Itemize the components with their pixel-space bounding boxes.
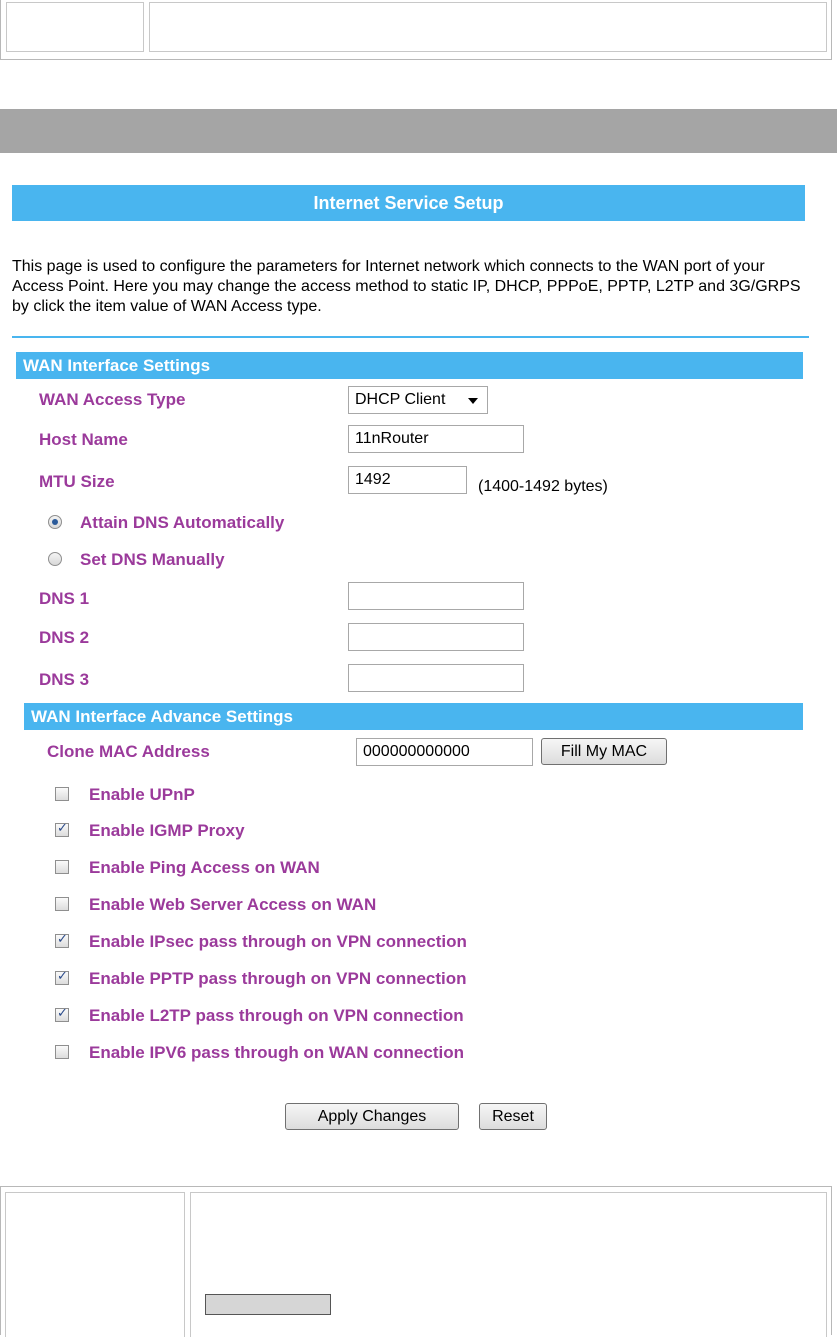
dns3-input[interactable]: [348, 664, 524, 692]
dns-auto-radio[interactable]: [48, 515, 62, 529]
checkbox-pptp-passthrough[interactable]: [55, 971, 69, 985]
dns1-input[interactable]: [348, 582, 524, 610]
host-name-label: Host Name: [39, 430, 128, 449]
dns-auto-label: Attain DNS Automatically: [80, 513, 285, 532]
option-label-pptp-passthrough: Enable PPTP pass through on VPN connection: [89, 969, 467, 988]
clone-mac-label: Clone MAC Address: [47, 742, 210, 761]
checkbox-web-server-access[interactable]: [55, 897, 69, 911]
wan-access-type-label: WAN Access Type: [39, 390, 186, 409]
bottom-table-cell-left: [5, 1192, 185, 1337]
checkbox-ipv6-passthrough[interactable]: [55, 1045, 69, 1059]
apply-changes-button[interactable]: Apply Changes: [285, 1103, 459, 1130]
checkbox-igmp-proxy[interactable]: [55, 823, 69, 837]
option-label-ping-access: Enable Ping Access on WAN: [89, 858, 320, 877]
dns2-input[interactable]: [348, 623, 524, 651]
wan-settings-header: WAN Interface Settings: [16, 352, 803, 379]
mtu-size-input[interactable]: 1492: [348, 466, 467, 494]
wan-access-type-value: DHCP Client: [355, 391, 446, 408]
reset-button[interactable]: Reset: [479, 1103, 547, 1130]
fill-my-mac-button[interactable]: Fill My MAC: [541, 738, 667, 765]
option-label-web-server-access: Enable Web Server Access on WAN: [89, 895, 377, 914]
option-label-igmp-proxy: Enable IGMP Proxy: [89, 821, 245, 840]
checkbox-ping-access[interactable]: [55, 860, 69, 874]
checkbox-l2tp-passthrough[interactable]: [55, 1008, 69, 1022]
option-label-upnp: Enable UPnP: [89, 785, 195, 804]
dns2-label: DNS 2: [39, 628, 90, 647]
host-name-input[interactable]: 11nRouter: [348, 425, 524, 453]
clone-mac-input[interactable]: 000000000000: [356, 738, 533, 766]
wan-access-type-select[interactable]: [348, 386, 488, 414]
mtu-size-hint: (1400-1492 bytes): [478, 478, 608, 495]
gray-header-bar: [0, 109, 837, 153]
checkbox-ipsec-passthrough[interactable]: [55, 934, 69, 948]
option-label-l2tp-passthrough: Enable L2TP pass through on VPN connection: [89, 1006, 464, 1025]
top-table-cell-left: [6, 2, 144, 52]
bottom-button[interactable]: [205, 1294, 331, 1315]
top-table-fragment: [0, 0, 832, 60]
wan-advance-settings-header: WAN Interface Advance Settings: [24, 703, 803, 730]
checkbox-upnp[interactable]: [55, 787, 69, 801]
intro-text: This page is used to configure the parameters for Internet network which connects to the WAN port of your Access Point. Here you may change the access method to static IP, DHCP, PPPoE, PPTP, L2TP and 3G/GRPS by click the item value of WAN Access type.: [12, 258, 801, 315]
chevron-down-icon: [468, 398, 478, 404]
page-title: Internet Service Setup: [12, 185, 805, 221]
bottom-table-fragment: [0, 1186, 832, 1335]
dns-manual-label: Set DNS Manually: [80, 550, 225, 569]
dns-manual-radio[interactable]: [48, 552, 62, 566]
top-table-cell-right: [149, 2, 827, 52]
option-label-ipsec-passthrough: Enable IPsec pass through on VPN connection: [89, 932, 467, 951]
dns3-label: DNS 3: [39, 670, 90, 689]
mtu-size-label: MTU Size: [39, 472, 115, 491]
option-label-ipv6-passthrough: Enable IPV6 pass through on WAN connection: [89, 1043, 464, 1062]
bottom-table-cell-right: [190, 1192, 827, 1337]
dns1-label: DNS 1: [39, 589, 90, 608]
separator-line: [12, 336, 809, 338]
